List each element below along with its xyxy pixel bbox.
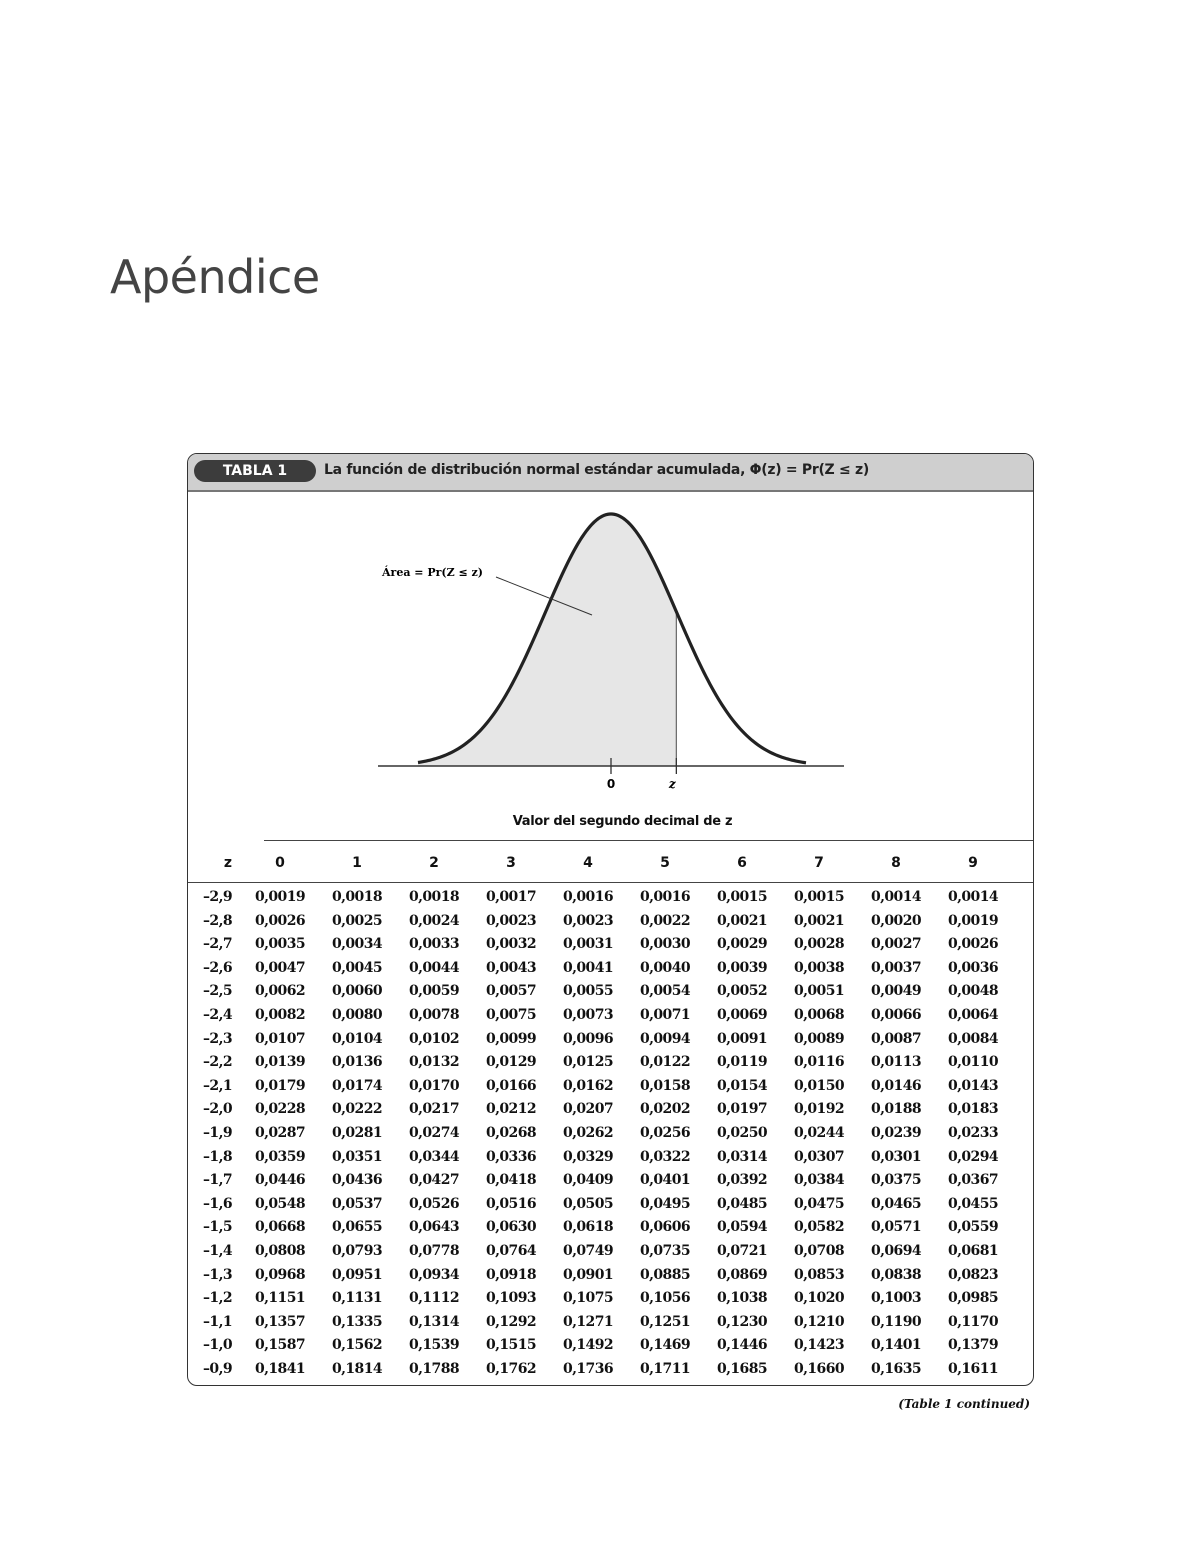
probability-cell: 0,0146 (871, 1077, 921, 1094)
probability-cell: 0,0064 (948, 1007, 998, 1023)
probability-cell: 0,0132 (409, 1054, 459, 1071)
probability-cell: 0,0049 (871, 983, 921, 1000)
table-row (188, 1267, 1033, 1291)
probability-cell: 0,0384 (794, 1172, 844, 1189)
probability-cell: 0,0268 (486, 1125, 536, 1141)
probability-cell: 0,0018 (409, 889, 459, 905)
table-row (188, 960, 1033, 984)
probability-cell: 0,0068 (794, 1007, 844, 1023)
probability-cell: 0,0019 (948, 912, 998, 929)
probability-cell: 0,0069 (717, 1007, 767, 1023)
probability-cell: 0,0359 (255, 1148, 305, 1165)
probability-cell: 0,0188 (871, 1101, 921, 1118)
table-row (188, 1196, 1033, 1220)
z-value-cell: –2,4 (203, 1007, 232, 1023)
probability-cell: 0,0465 (871, 1195, 921, 1212)
probability-cell: 0,0047 (255, 959, 305, 976)
probability-cell: 0,0256 (640, 1125, 690, 1141)
probability-cell: 0,1814 (332, 1361, 382, 1377)
probability-cell: 0,0708 (794, 1243, 844, 1259)
column-header-1: 1 (352, 855, 362, 871)
probability-cell: 0,0021 (794, 912, 844, 929)
probability-cell: 0,0107 (255, 1030, 305, 1047)
probability-cell: 0,0136 (332, 1054, 382, 1071)
probability-cell: 0,0054 (640, 983, 690, 1000)
z-value-cell: –1,4 (203, 1243, 232, 1259)
probability-cell: 0,0427 (409, 1172, 459, 1189)
column-header-4: 4 (583, 855, 593, 871)
z-value-cell: –1,7 (203, 1172, 232, 1189)
probability-cell: 0,0089 (794, 1030, 844, 1047)
probability-cell: 0,0694 (871, 1243, 921, 1259)
probability-cell: 0,0228 (255, 1101, 305, 1118)
probability-cell: 0,1685 (717, 1361, 767, 1377)
probability-cell: 0,0301 (871, 1148, 921, 1165)
table-row (188, 1314, 1033, 1338)
probability-cell: 0,0084 (948, 1030, 998, 1047)
probability-cell: 0,1469 (640, 1337, 690, 1354)
probability-cell: 0,0032 (486, 936, 536, 953)
probability-cell: 0,0571 (871, 1219, 921, 1236)
probability-cell: 0,0051 (794, 983, 844, 1000)
probability-cell: 0,0322 (640, 1148, 690, 1165)
column-header-8: 8 (891, 855, 901, 871)
probability-cell: 0,0037 (871, 959, 921, 976)
probability-cell: 0,0951 (332, 1266, 382, 1283)
probability-cell: 0,0274 (409, 1125, 459, 1141)
probability-cell: 0,0281 (332, 1125, 382, 1141)
probability-cell: 0,0019 (255, 889, 305, 905)
table-number-badge: TABLA 1 (194, 460, 316, 482)
probability-cell: 0,0066 (871, 1007, 921, 1023)
probability-cell: 0,0918 (486, 1266, 536, 1283)
table-row (188, 1101, 1033, 1125)
probability-cell: 0,1251 (640, 1313, 690, 1330)
probability-cell: 0,0495 (640, 1195, 690, 1212)
probability-cell: 0,0027 (871, 936, 921, 953)
probability-cell: 0,0104 (332, 1030, 382, 1047)
probability-cell: 0,0516 (486, 1195, 536, 1212)
probability-cell: 0,0033 (409, 936, 459, 953)
table-row (188, 1290, 1033, 1314)
probability-cell: 0,0017 (486, 889, 536, 905)
tick-label-z: z (668, 777, 676, 791)
probability-cell: 0,0014 (948, 889, 998, 905)
probability-cell: 0,1020 (794, 1290, 844, 1307)
probability-cell: 0,0233 (948, 1125, 998, 1141)
probability-cell: 0,1515 (486, 1337, 536, 1354)
probability-cell: 0,0721 (717, 1243, 767, 1259)
probability-cell: 0,0207 (563, 1101, 613, 1118)
column-header-6: 6 (737, 855, 747, 871)
probability-cell: 0,0023 (563, 912, 613, 929)
probability-cell: 0,0170 (409, 1077, 459, 1094)
probability-cell: 0,1230 (717, 1313, 767, 1330)
column-header-5: 5 (660, 855, 670, 871)
probability-cell: 0,1056 (640, 1290, 690, 1307)
table-row (188, 1337, 1033, 1361)
probability-cell: 0,0150 (794, 1077, 844, 1094)
probability-cell: 0,0048 (948, 983, 998, 1000)
z-value-cell: –1,2 (203, 1290, 232, 1307)
probability-cell: 0,0043 (486, 959, 536, 976)
probability-cell: 0,1446 (717, 1337, 767, 1354)
probability-cell: 0,0594 (717, 1219, 767, 1236)
z-value-cell: –2,5 (203, 983, 232, 1000)
normal-distribution-table (187, 453, 1034, 1386)
table-row (188, 1078, 1033, 1102)
probability-cell: 0,0028 (794, 936, 844, 953)
probability-cell: 0,0681 (948, 1243, 998, 1259)
probability-cell: 0,0418 (486, 1172, 536, 1189)
probability-cell: 0,0034 (332, 936, 382, 953)
probability-cell: 0,1788 (409, 1361, 459, 1377)
probability-cell: 0,1611 (948, 1361, 998, 1377)
probability-cell: 0,1841 (255, 1361, 305, 1377)
probability-cell: 0,0057 (486, 983, 536, 1000)
probability-cell: 0,0039 (717, 959, 767, 976)
probability-cell: 0,1335 (332, 1313, 382, 1330)
table-row (188, 1219, 1033, 1243)
probability-cell: 0,0336 (486, 1148, 536, 1165)
table-row (188, 1149, 1033, 1173)
probability-cell: 0,0014 (871, 889, 921, 905)
z-value-cell: –1,1 (203, 1313, 232, 1330)
probability-cell: 0,0643 (409, 1219, 459, 1236)
probability-cell: 0,1292 (486, 1313, 536, 1330)
probability-cell: 0,0060 (332, 983, 382, 1000)
probability-cell: 0,0367 (948, 1172, 998, 1189)
probability-cell: 0,0764 (486, 1243, 536, 1259)
probability-cell: 0,0618 (563, 1219, 613, 1236)
probability-cell: 0,1587 (255, 1337, 305, 1354)
probability-cell: 0,0021 (717, 912, 767, 929)
probability-cell: 0,0505 (563, 1195, 613, 1212)
z-value-cell: –1,9 (203, 1125, 232, 1141)
probability-cell: 0,0582 (794, 1219, 844, 1236)
normal-curve-figure (188, 494, 1034, 814)
probability-cell: 0,0869 (717, 1266, 767, 1283)
probability-cell: 0,0655 (332, 1219, 382, 1236)
probability-cell: 0,0055 (563, 983, 613, 1000)
z-value-cell: –2,2 (203, 1054, 232, 1071)
probability-cell: 0,0026 (948, 936, 998, 953)
probability-cell: 0,0392 (717, 1172, 767, 1189)
table-row (188, 1361, 1033, 1385)
probability-cell: 0,1492 (563, 1337, 613, 1354)
probability-cell: 0,0217 (409, 1101, 459, 1118)
z-value-cell: –2,3 (203, 1030, 232, 1047)
probability-cell: 0,0749 (563, 1243, 613, 1259)
probability-cell: 0,0129 (486, 1054, 536, 1071)
probability-cell: 0,1736 (563, 1361, 613, 1377)
probability-cell: 0,0113 (871, 1054, 921, 1071)
probability-cell: 0,0023 (486, 912, 536, 929)
probability-cell: 0,0036 (948, 959, 998, 976)
probability-cell: 0,1539 (409, 1337, 459, 1354)
probability-cell: 0,0038 (794, 959, 844, 976)
probability-cell: 0,0025 (332, 912, 382, 929)
page-heading: Apéndice (110, 250, 320, 304)
probability-cell: 0,0030 (640, 936, 690, 953)
probability-cell: 0,0968 (255, 1266, 305, 1283)
column-group-header-text: Valor del segundo decimal de z (512, 814, 733, 829)
z-value-cell: –1,5 (203, 1219, 232, 1236)
probability-cell: 0,0212 (486, 1101, 536, 1118)
probability-cell: 0,0630 (486, 1219, 536, 1236)
probability-cell: 0,0119 (717, 1054, 767, 1071)
column-group-header (188, 814, 1033, 829)
z-value-cell: –2,0 (203, 1101, 232, 1118)
table-title: La función de distribución normal estándar acumulada, Φ(z) = Pr(Z ≤ z) (324, 462, 869, 478)
probability-cell: 0,0537 (332, 1195, 382, 1212)
probability-cell: 0,0885 (640, 1266, 690, 1283)
column-header-3: 3 (506, 855, 516, 871)
probability-cell: 0,1093 (486, 1290, 536, 1307)
probability-cell: 0,0202 (640, 1101, 690, 1118)
probability-cell: 0,0808 (255, 1243, 305, 1259)
column-header-0: 0 (275, 855, 285, 871)
table-row (188, 1243, 1033, 1267)
table-row (188, 913, 1033, 937)
probability-cell: 0,0045 (332, 959, 382, 976)
header-rule (188, 882, 1033, 883)
probability-cell: 0,1379 (948, 1337, 998, 1354)
probability-cell: 0,1401 (871, 1337, 921, 1354)
probability-cell: 0,0934 (409, 1266, 459, 1283)
probability-cell: 0,0179 (255, 1077, 305, 1094)
table-row (188, 936, 1033, 960)
probability-cell: 0,0239 (871, 1125, 921, 1141)
probability-cell: 0,0102 (409, 1030, 459, 1047)
probability-cell: 0,0125 (563, 1054, 613, 1071)
probability-cell: 0,0062 (255, 983, 305, 1000)
probability-cell: 0,1170 (948, 1313, 998, 1330)
probability-cell: 0,0022 (640, 912, 690, 929)
probability-cell: 0,0606 (640, 1219, 690, 1236)
probability-cell: 0,0401 (640, 1172, 690, 1189)
probability-cell: 0,0793 (332, 1243, 382, 1259)
probability-cell: 0,0222 (332, 1101, 382, 1118)
probability-cell: 0,0040 (640, 959, 690, 976)
probability-cell: 0,0052 (717, 983, 767, 1000)
column-header-9: 9 (968, 855, 978, 871)
table-row (188, 1031, 1033, 1055)
probability-cell: 0,0018 (332, 889, 382, 905)
probability-cell: 0,0409 (563, 1172, 613, 1189)
probability-cell: 0,0244 (794, 1125, 844, 1141)
area-label: Área = Pr(Z ≤ z) (382, 566, 483, 579)
table-row (188, 1007, 1033, 1031)
probability-cell: 0,0307 (794, 1148, 844, 1165)
probability-cell: 0,0162 (563, 1077, 613, 1094)
z-value-cell: –1,8 (203, 1148, 232, 1165)
probability-cell: 0,0082 (255, 1007, 305, 1023)
probability-cell: 0,1003 (871, 1290, 921, 1307)
probability-cell: 0,0139 (255, 1054, 305, 1071)
probability-cell: 0,1660 (794, 1361, 844, 1377)
probability-cell: 0,1271 (563, 1313, 613, 1330)
probability-cell: 0,0436 (332, 1172, 382, 1189)
z-value-cell: –0,9 (203, 1361, 232, 1377)
probability-cell: 0,1190 (871, 1313, 921, 1330)
table-row (188, 1125, 1033, 1149)
probability-cell: 0,0075 (486, 1007, 536, 1023)
probability-cell: 0,0166 (486, 1077, 536, 1094)
probability-cell: 0,1131 (332, 1290, 382, 1307)
probability-cell: 0,0838 (871, 1266, 921, 1283)
table-title-bar (188, 454, 1033, 492)
probability-cell: 0,1762 (486, 1361, 536, 1377)
probability-cell: 0,0174 (332, 1077, 382, 1094)
probability-cell: 0,0197 (717, 1101, 767, 1118)
probability-cell: 0,0853 (794, 1266, 844, 1283)
probability-cell: 0,0059 (409, 983, 459, 1000)
probability-cell: 0,0116 (794, 1054, 844, 1071)
probability-cell: 0,0099 (486, 1030, 536, 1047)
probability-cell: 0,1075 (563, 1290, 613, 1307)
probability-cell: 0,0294 (948, 1148, 998, 1165)
probability-cell: 0,0250 (717, 1125, 767, 1141)
probability-cell: 0,0044 (409, 959, 459, 976)
probability-cell: 0,0446 (255, 1172, 305, 1189)
z-value-cell: –1,3 (203, 1266, 232, 1283)
probability-cell: 0,0375 (871, 1172, 921, 1189)
probability-cell: 0,0351 (332, 1148, 382, 1165)
table-row (188, 889, 1033, 913)
probability-cell: 0,1112 (409, 1290, 459, 1307)
z-value-cell: –1,0 (203, 1337, 232, 1354)
z-column-header: z (223, 855, 233, 871)
tick-label-zero: 0 (606, 777, 616, 791)
probability-cell: 0,0158 (640, 1077, 690, 1094)
probability-cell: 0,0455 (948, 1195, 998, 1212)
probability-cell: 0,1635 (871, 1361, 921, 1377)
z-value-cell: –2,1 (203, 1077, 232, 1094)
probability-cell: 0,0087 (871, 1030, 921, 1047)
table-row (188, 1172, 1033, 1196)
probability-cell: 0,0026 (255, 912, 305, 929)
probability-cell: 0,0183 (948, 1101, 998, 1118)
table-row (188, 1054, 1033, 1078)
probability-cell: 0,0024 (409, 912, 459, 929)
probability-cell: 0,0262 (563, 1125, 613, 1141)
probability-cell: 0,0041 (563, 959, 613, 976)
shaded-area (418, 514, 676, 766)
probability-cell: 0,1711 (640, 1361, 690, 1377)
probability-cell: 0,0559 (948, 1219, 998, 1236)
z-value-cell: –2,9 (203, 889, 232, 905)
probability-cell: 0,0143 (948, 1077, 998, 1094)
z-value-cell: –2,7 (203, 936, 232, 953)
probability-cell: 0,1423 (794, 1337, 844, 1354)
z-value-cell: –1,6 (203, 1195, 232, 1212)
probability-cell: 0,0314 (717, 1148, 767, 1165)
continued-note: (Table 1 continued) (898, 1397, 1030, 1411)
probability-cell: 0,1357 (255, 1313, 305, 1330)
subheader-rule (264, 840, 1033, 841)
probability-cell: 0,0122 (640, 1054, 690, 1071)
probability-cell: 0,0192 (794, 1101, 844, 1118)
probability-cell: 0,0016 (640, 889, 690, 905)
probability-cell: 0,0096 (563, 1030, 613, 1047)
probability-cell: 0,0071 (640, 1007, 690, 1023)
z-value-cell: –2,8 (203, 912, 232, 929)
probability-cell: 0,0526 (409, 1195, 459, 1212)
probability-cell: 0,0015 (794, 889, 844, 905)
probability-cell: 0,1562 (332, 1337, 382, 1354)
probability-cell: 0,0823 (948, 1266, 998, 1283)
probability-cell: 0,0031 (563, 936, 613, 953)
probability-cell: 0,0073 (563, 1007, 613, 1023)
probability-cell: 0,0475 (794, 1195, 844, 1212)
column-header-2: 2 (429, 855, 439, 871)
probability-cell: 0,0035 (255, 936, 305, 953)
probability-cell: 0,0735 (640, 1243, 690, 1259)
probability-cell: 0,1151 (255, 1290, 305, 1307)
probability-cell: 0,0080 (332, 1007, 382, 1023)
probability-cell: 0,0485 (717, 1195, 767, 1212)
column-header-7: 7 (814, 855, 824, 871)
probability-cell: 0,0078 (409, 1007, 459, 1023)
probability-cell: 0,0329 (563, 1148, 613, 1165)
probability-cell: 0,0015 (717, 889, 767, 905)
probability-cell: 0,0901 (563, 1266, 613, 1283)
probability-cell: 0,0154 (717, 1077, 767, 1094)
probability-cell: 0,0985 (948, 1290, 998, 1307)
probability-cell: 0,0110 (948, 1054, 998, 1071)
probability-cell: 0,0778 (409, 1243, 459, 1259)
table-row (188, 983, 1033, 1007)
probability-cell: 0,1210 (794, 1313, 844, 1330)
probability-cell: 0,0287 (255, 1125, 305, 1141)
z-value-cell: –2,6 (203, 959, 232, 976)
probability-cell: 0,0029 (717, 936, 767, 953)
probability-cell: 0,0016 (563, 889, 613, 905)
probability-cell: 0,0094 (640, 1030, 690, 1047)
probability-cell: 0,0548 (255, 1195, 305, 1212)
probability-cell: 0,1038 (717, 1290, 767, 1307)
probability-cell: 0,1314 (409, 1313, 459, 1330)
probability-cell: 0,0344 (409, 1148, 459, 1165)
probability-cell: 0,0091 (717, 1030, 767, 1047)
probability-cell: 0,0020 (871, 912, 921, 929)
probability-cell: 0,0668 (255, 1219, 305, 1236)
